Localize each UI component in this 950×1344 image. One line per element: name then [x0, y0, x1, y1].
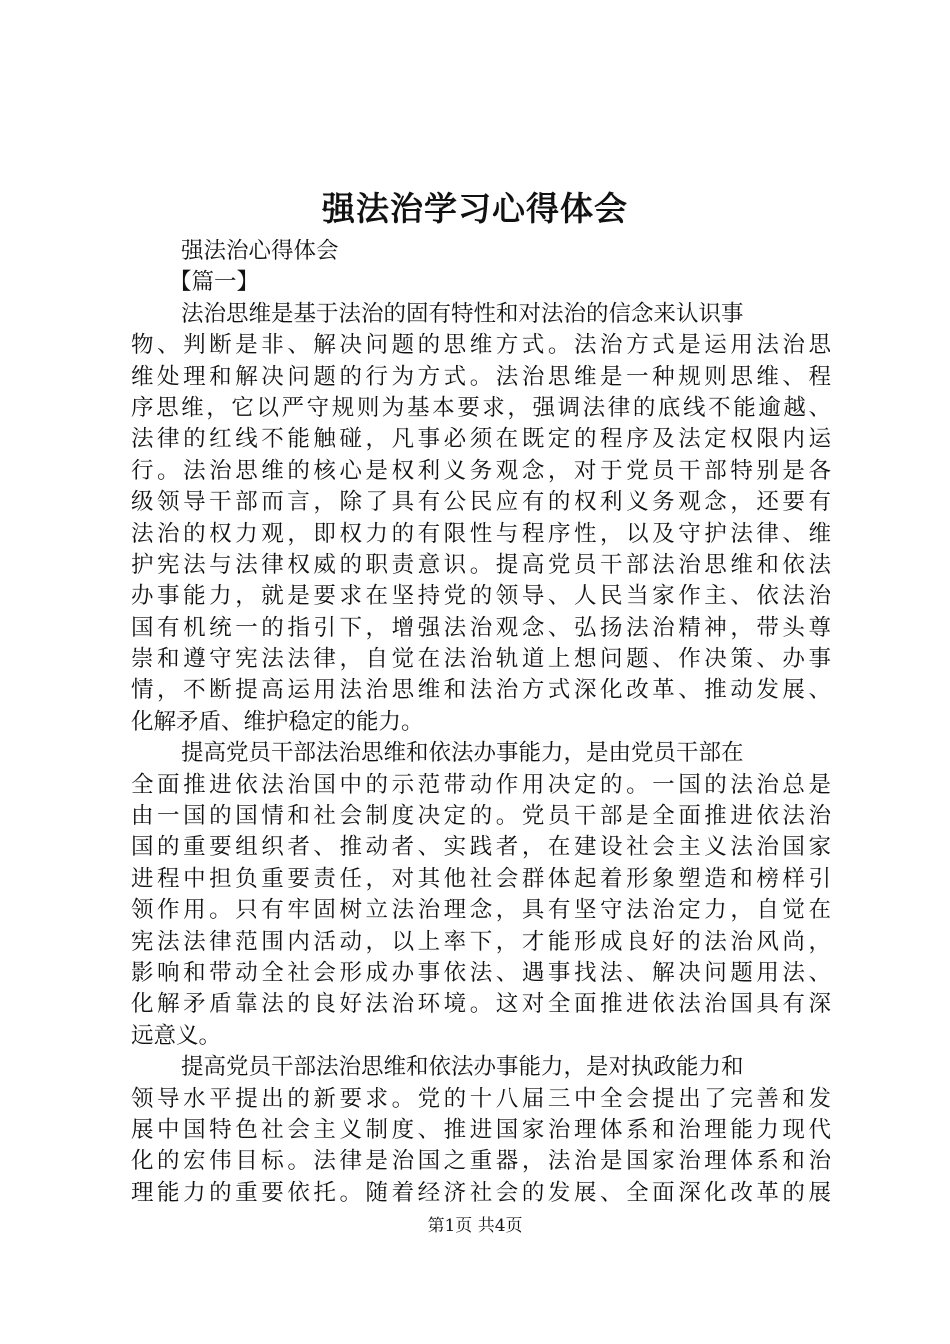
text-line: 国有机统一的指引下，增强法治观念、弘扬法治精神，带头尊	[131, 614, 831, 641]
text-line: 化的宏伟目标。法律是治国之重器，法治是国家治理体系和治	[131, 1148, 831, 1175]
text-line: 远意义。	[131, 1022, 222, 1049]
text-line: 宪法法律范围内活动，以上率下，才能形成良好的法治风尚，	[131, 928, 831, 955]
text-line: 序思维，它以严守规则为基本要求，强调法律的底线不能逾越、	[131, 394, 831, 421]
text-line: 提高党员干部法治思维和依法办事能力，是由党员干部在	[181, 740, 744, 767]
text-line: 国的重要组织者、推动者、实践者，在建设社会主义法治国家	[131, 834, 831, 861]
text-line: 护宪法与法律权威的职责意识。提高党员干部法治思维和依法	[131, 551, 831, 578]
text-line: 物、判断是非、解决问题的思维方式。法治方式是运用法治思	[131, 332, 831, 359]
text-line: 级领导干部而言，除了具有公民应有的权利义务观念，还要有	[131, 489, 831, 516]
text-line: 领作用。只有牢固树立法治理念，具有坚守法治定力，自觉在	[131, 897, 831, 924]
text-line: 行。法治思维的核心是权利义务观念，对于党员干部特别是各	[131, 457, 831, 484]
text-line: 办事能力，就是要求在坚持党的领导、人民当家作主、依法治	[131, 583, 831, 610]
text-line: 【篇一】	[169, 269, 260, 296]
text-line: 进程中担负重要责任，对其他社会群体起着形象塑造和榜样引	[131, 865, 831, 892]
text-line: 维处理和解决问题的行为方式。法治思维是一种规则思维、程	[131, 363, 831, 390]
page-footer: 第1页 共4页	[427, 1216, 523, 1236]
text-line: 法律的红线不能触碰，凡事必须在既定的程序及法定权限内运	[131, 426, 831, 453]
text-line: 展中国特色社会主义制度、推进国家治理体系和治理能力现代	[131, 1116, 831, 1143]
text-line: 提高党员干部法治思维和依法办事能力，是对执政能力和	[181, 1054, 744, 1081]
text-line: 理能力的重要依托。随着经济社会的发展、全面深化改革的展	[131, 1179, 831, 1206]
document-body	[131, 236, 831, 1209]
text-line: 崇和遵守宪法法律，自觉在法治轨道上想问题、作决策、办事	[131, 646, 831, 673]
text-line: 法治思维是基于法治的固有特性和对法治的信念来认识事	[181, 300, 744, 327]
text-line: 化解矛盾、维护稳定的能力。	[131, 708, 424, 735]
text-line: 影响和带动全社会形成办事依法、遇事找法、解决问题用法、	[131, 959, 831, 986]
text-line: 情，不断提高运用法治思维和法治方式深化改革、推动发展、	[131, 677, 831, 704]
document-title: 强法治学习心得体会	[322, 189, 628, 228]
text-line: 化解矛盾靠法的良好法治环境。这对全面推进依法治国具有深	[131, 991, 831, 1018]
text-line: 强法治心得体会	[181, 238, 339, 264]
text-line: 由一国的国情和社会制度决定的。党员干部是全面推进依法治	[131, 803, 831, 830]
text-line: 全面推进依法治国中的示范带动作用决定的。一国的法治总是	[131, 771, 831, 798]
text-line: 法治的权力观，即权力的有限性与程序性，以及守护法律、维	[131, 520, 831, 547]
text-line: 领导水平提出的新要求。党的十八届三中全会提出了完善和发	[131, 1085, 831, 1112]
